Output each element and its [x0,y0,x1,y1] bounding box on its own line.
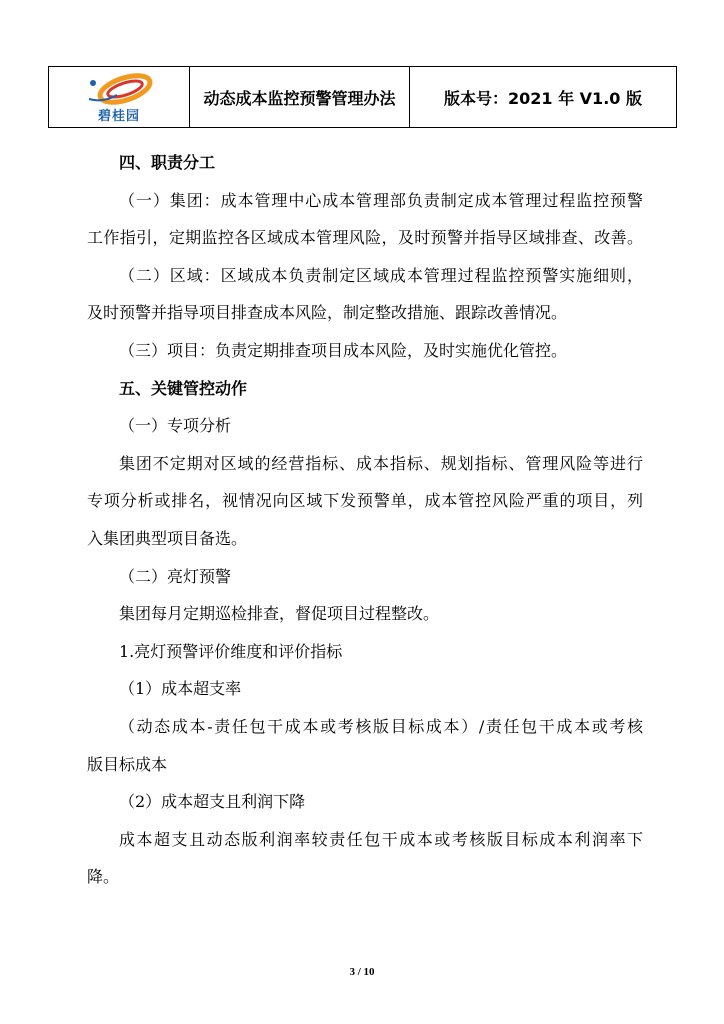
version-label: 版本号：2021 年 V1.0 版 [410,67,677,128]
paragraph-project: （三）项目：负责定期排查项目成本风险，及时实施优化管控。 [119,340,568,360]
paragraph-group-b: 工作指引，定期监控各区域成本管理风险，及时预警并指导区域排查、改善。 [87,228,643,248]
subsection-special-analysis: （一）专项分析 [119,416,232,436]
formula-overrun-a: （动态成本-责任包干成本或考核版目标成本）/责任包干成本或考核 [119,716,643,736]
paragraph-monthly-check: 集团每月定期巡检排查，督促项目过程整改。 [119,604,440,624]
company-logo [79,71,159,123]
paragraph-analysis-b: 专项分析或排名，视情况向区域下发预警单，成本管控风险严重的项目，列 [87,491,643,511]
logo-cell [49,67,190,128]
logo-brand-text: 碧桂园 [97,109,140,124]
item-overrun-rate: （1）成本超支率 [119,679,242,699]
item-evaluation-dimensions: 1.亮灯预警评价维度和评价指标 [119,641,343,661]
paragraph-profit-a: 成本超支且动态版利润率较责任包干成本或考核版目标成本利润率下 [119,829,643,849]
subsection-light-warning: （二）亮灯预警 [119,566,232,586]
paragraph-region-a: （二）区域：区域成本负责制定区域成本管理过程监控预警实施细则， [119,265,643,285]
paragraph-region-b: 及时预警并指导项目排查成本风险，制定整改措施、跟踪改善情况。 [87,303,568,323]
section-title-key-actions: 五、关键管控动作 [119,378,248,398]
item-overrun-profit: （2）成本超支且利润下降 [119,792,306,812]
logo-swoosh-icon [83,73,155,107]
page-number: 3 / 10 [349,966,375,978]
document-title: 动态成本监控预警管理办法 [190,67,410,128]
document-body [87,144,643,896]
formula-overrun-b: 版目标成本 [87,754,168,774]
paragraph-analysis-c: 入集团典型项目备选。 [87,528,248,548]
paragraph-profit-b: 降。 [87,867,120,887]
document-header [48,66,677,128]
paragraph-group-a: （一）集团：成本管理中心成本管理部负责制定成本管理过程监控预警 [119,190,643,210]
paragraph-analysis-a: 集团不定期对区域的经营指标、成本指标、规划指标、管理风险等进行 [119,453,643,473]
section-title-duties: 四、职责分工 [119,153,216,172]
